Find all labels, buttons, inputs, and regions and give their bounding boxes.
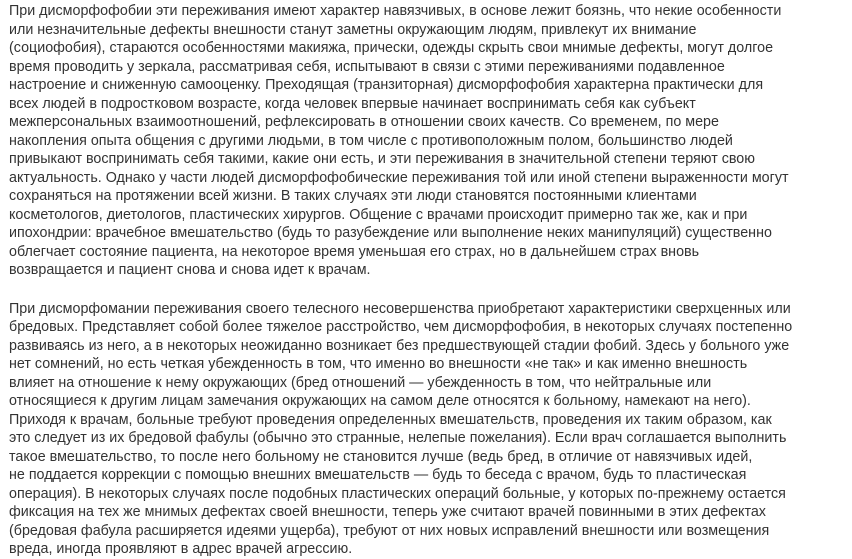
text-line: не поддается коррекции с помощью внешних вмешательств — будь то беседа с врачом, будь то пластическая xyxy=(9,467,747,483)
text-line: или незначительные дефекты внешности станут заметны окружающим людям, привлекут их внимание xyxy=(9,21,697,38)
text-line: такое вмешательство, то после него больному не становится лучше (ведь бред, в отличие от навязчивых идей, xyxy=(9,448,753,465)
text-line: привыкают воспринимать себя такими, какие они есть, и эти переживания в значительной степени теряют свою xyxy=(9,151,755,167)
text-line: ипохондрии: врачебное вмешательство (будь то разубеждение или выполнение неких манипуляций) существенно xyxy=(9,225,772,241)
text-line: косметологов, диетологов, пластических хирургов. Общение с врачами происходит примерно так же, как и при xyxy=(9,206,748,223)
text-line: межперсональных взаимоотношений, рефлексировать в отношении своих качеств. Со временем, по мере xyxy=(9,114,719,130)
text-line: всех людей в подростковом возрасте, когда человек впервые начинает воспринимать себя как субъект xyxy=(9,95,696,112)
text-line: (социофобия), стараются особенностями макияжа, прически, одежды скрыть свои мнимые дефекты, могут долгое xyxy=(9,40,774,56)
text-line: Приходя к врачам, больные требуют проведения определенных вмешательств, проведения их таким образом, как xyxy=(9,411,772,428)
text-line: операция). В некоторых случаях после подобных пластических операций больные, у которых по-прежнему остается xyxy=(9,485,786,502)
text-line: бредовых. Представляет собой более тяжелое расстройство, чем дисморфофобия, в некоторых случаях постепенно xyxy=(9,319,793,335)
text-line: (бредовая фабула расширяется идеями ущерба), требуют от них новых исправлений внешности или возмещения xyxy=(9,522,770,539)
text-line: накопления опыта общения с другими людьми, в том числе с противоположным полом, большинство людей xyxy=(9,132,733,149)
text-line: развиваясь из него, а в некоторых неожиданно возникает без предшествующей стадии фобий. Здесь у больного уже xyxy=(9,337,790,354)
paragraph-dysmorphophobia xyxy=(9,2,842,280)
text-line: это следует из их бредовой фабулы (обычно это странные, нелепые пожелания). Если врач соглашается выполнить xyxy=(9,430,787,446)
text-line: возвращается и пациент снова и снова идет к врачам. xyxy=(9,262,371,278)
text-line: фиксация на тех же мнимых дефектах своей внешности, теперь уже считают врачей повинными в этих дефектах xyxy=(9,504,766,520)
text-line: время проводить у зеркала, рассматривая себя, испытывают в связи с этими переживаниями подавленное xyxy=(9,58,725,75)
text-line: облегчает состояние пациента, на некоторое время уменьшая его страх, но в дальнейшем страх вновь xyxy=(9,243,700,260)
text-line: актуальность. Однако у части людей дисморфофобические переживания той или иной степени выраженности могут xyxy=(9,169,789,186)
text-line: сохраняться на протяжении всей жизни. В таких случаях эти люди становятся постоянными клиентами xyxy=(9,188,697,204)
text-line: настроение и сниженную самооценку. Преходящая (транзиторная) дисморфофобия характерна практически для xyxy=(9,77,764,93)
text-line: нет сомнений, но есть четкая убежденность в том, что именно во внешности «не так» и как именно внешность xyxy=(9,356,748,372)
text-line: При дисморфофобии эти переживания имеют характер навязчивых, в основе лежит боязнь, что некие особенности xyxy=(9,3,782,19)
text-line: относящиеся к другим лицам замечания окружающих на самом деле относятся к больному, намекают на него). xyxy=(9,393,751,409)
text-line: вреда, иногда проявляют в адрес врачей агрессию. xyxy=(9,541,353,557)
paragraph-dysmorphomania xyxy=(9,300,842,559)
text-line: влияет на отношение к нему окружающих (бред отношений — убежденность в том, что нейтральные или xyxy=(9,374,712,391)
text-line: При дисморфомании переживания своего телесного несовершенства приобретают характеристики сверхценных или xyxy=(9,300,791,317)
